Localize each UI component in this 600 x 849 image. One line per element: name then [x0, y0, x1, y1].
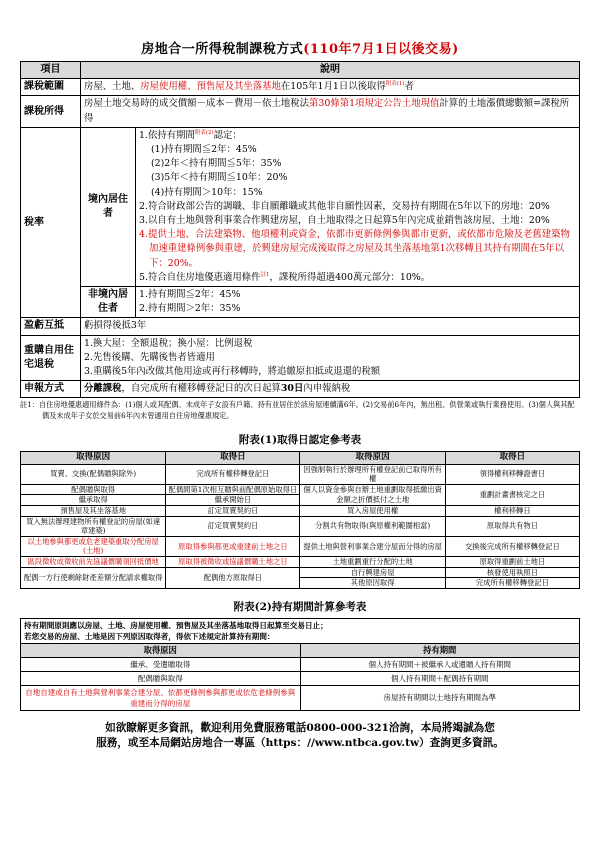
tax-method-table	[20, 61, 580, 398]
label-rebuy-refund: 重購自用住宅退稅	[21, 335, 81, 381]
rate-item-5: 5.符合自住房地優惠適用條件$^{註1}$，課稅所得超過400萬元部分：10%。	[139, 271, 431, 283]
table-cell: 原取得參與都更或重建前土地之日	[166, 536, 300, 556]
nonresident-item-2: 2.持有期間＞2年：35%	[139, 303, 241, 315]
rate-item-1-4: (4)持有期間＞10年：15%	[151, 186, 263, 198]
table-cell: 配偶他方原取得日	[166, 567, 300, 588]
holding-period-intro: 持有期間原則應以房屋、土地、房屋使用權、預售屋及其坐落基地取得日起算至交易日止； 若您交易的房屋、土地是因下列原因取得者，得依下述規定計算持有期間：	[21, 618, 580, 643]
label-filing: 申報方式	[21, 381, 81, 398]
label-tax-rate: 稅率	[21, 127, 81, 318]
att2-period-self-build: 房屋持有期間以土地持有期間為準	[300, 685, 580, 710]
table-row	[21, 484, 580, 495]
title-main: 房地合一所得稅制課稅方式	[141, 42, 304, 57]
att1-header-date-1: 取得日	[166, 452, 300, 465]
rate-item-4: 4.提供土地、合法建築物、他項權利或資金，依都市更新條例參與都市更新，或依都市危險及老舊建築物加速重建條例參與重建，於興建房屋完成後取得之房屋及其坐落基地第1次移轉且其持有期間在5年以下：20%。	[139, 229, 570, 269]
table-cell: 區段徵收或徵收前先協議價購領回抵價地	[21, 557, 166, 568]
title-date-range: (110年7月1日以後交易)	[303, 42, 459, 57]
page	[20, 38, 580, 751]
table-cell: 以土地參與都更或危老建築重取分配房屋(土地)	[21, 536, 166, 556]
table-row	[21, 536, 580, 556]
row-scope	[21, 79, 580, 96]
holding-period-table	[20, 618, 580, 711]
table-row	[21, 506, 580, 517]
table-cell: 買賣、交換(配偶贈與除外)	[21, 464, 166, 484]
table-row	[21, 516, 580, 536]
rate-item-1-3: (3)5年＜持有期間≦10年：20%	[151, 172, 288, 184]
att2-period-inherit: 個人持有期間＋被繼承人或遺贈人持有期間	[300, 657, 580, 671]
rebuy-item-1: 1.換大屋：全額退稅；換小屋：比例退稅	[84, 337, 253, 349]
table-cell: 土地重劃重行分配的土地	[300, 557, 445, 568]
footnote-1: 註1：自住房地優惠適用條件為：(1)個人或其配偶、未成年子女設有戶籍、持有並居住於該房屋連續滿6年。(2)交易前6年內，無出租、供營業或執行業務使用。(3)個人與其配偶及未成年子女於交易前6年內未曾適用自住房地優惠規定。	[20, 400, 575, 421]
table-cell: 買入房屋使用權	[300, 506, 445, 517]
footer-line-2: 服務，或至本局網站房地合一專區（https：//www.ntbca.gov.tw）查詢更多資訊。	[96, 736, 504, 749]
row-tax-rate-nonresident	[21, 287, 580, 318]
label-loss-offset: 盈虧互抵	[21, 318, 81, 335]
scope-text: 房屋、土地、房屋使用權、預售屋及其坐落基地在105年1月1日以後取得$^{附表(1)}$者	[81, 79, 580, 96]
table-row	[21, 557, 580, 568]
att1-header-reason-1: 取得原因	[21, 452, 166, 465]
rebuy-item-2: 2.先售後購、先購後售者皆適用	[84, 351, 215, 363]
rate-item-1: 1.依持有期間$^{附表(2)}$認定：	[139, 129, 242, 141]
row-loss-offset	[21, 318, 580, 335]
table-cell: 個人以資金參與自辦土地重劃取得抵繳出資金額之折價抵付之土地	[300, 484, 445, 505]
rate-item-3: 3.以自有土地與營利事業合作興建房屋，自土地取得之日起算5年內完成並銷售該房屋、土地：20%	[139, 215, 550, 227]
table-cell: 原取得共有物日	[445, 516, 579, 536]
table-cell: 其他原因取得	[300, 578, 445, 589]
table-cell: 重劃計畫書核定之日	[445, 484, 579, 505]
table-cell: 訂定買賣契約日	[166, 516, 300, 536]
attachment2-title: 附表(2)持有期間計算參考表	[233, 600, 367, 613]
table-cell: 買入無法辦理建物所有權登記的房屋(如違章建築)	[21, 516, 166, 536]
att2-header-reason: 取得原因	[21, 643, 301, 657]
rebuy-refund-list	[81, 335, 580, 381]
page-title	[20, 38, 580, 57]
table-row	[21, 671, 580, 685]
label-taxable-income: 課稅所得	[21, 96, 81, 127]
rate-item-1-2: (2)2年＜持有期間≦5年：35%	[151, 158, 282, 170]
rebuy-item-3: 3.重購後5年內改做其他用途或再行移轉時，將追繳原扣抵或退還的稅額	[84, 366, 381, 378]
table-cell: 分割共有物取得(與原權利範圍相當)	[300, 516, 445, 536]
table-cell: 自行興建房屋	[300, 567, 445, 578]
nonresident-rate-list	[136, 287, 580, 318]
table-cell: 訂定買賣契約日	[166, 506, 300, 517]
att2-reason-inherit: 繼承、受遺贈取得	[21, 657, 301, 671]
att1-header-reason-2: 取得原因	[300, 452, 445, 465]
table-cell: 完成所有權移轉登記日	[166, 464, 300, 484]
loss-offset-text: 虧損得後抵3年	[81, 318, 580, 335]
header-item: 項目	[21, 62, 81, 79]
table-row	[21, 567, 580, 578]
table-cell: 完成所有權移轉登記日	[445, 578, 579, 589]
table-cell: 繼承取得	[21, 495, 166, 506]
taxable-income-text: 房屋土地交易時的成交價額－成本－費用－依土地稅法第30條第1項規定公告土地現值計算的土地漲價總數額=課稅所得	[81, 96, 580, 127]
header-description: 說明	[81, 62, 580, 79]
table-cell: 配偶贈與取得	[21, 484, 166, 495]
attachment1-title: 附表(1)取得日認定參考表	[238, 434, 362, 447]
table-cell: 配偶間第1次相互贈與前配偶原始取得日	[166, 484, 300, 495]
table-row	[21, 657, 580, 671]
att2-period-spouse: 個人持有期間＋配偶持有期間	[300, 671, 580, 685]
table-cell: 權利移轉日	[445, 506, 579, 517]
table-cell: 提供土地與營利事業合建分屋而分得的房屋	[300, 536, 445, 556]
table-cell: 因強制執行於辦理所有權登記前已取得所有權	[300, 464, 445, 484]
row-rebuy-refund	[21, 335, 580, 381]
acquisition-date-table	[20, 451, 580, 589]
row-filing	[21, 381, 580, 398]
label-resident: 境內居住者	[81, 127, 136, 286]
nonresident-item-1: 1.持有期間≦2年：45%	[139, 289, 241, 301]
table-row	[21, 464, 580, 484]
table-cell: 原取得重劃前土地日	[445, 557, 579, 568]
rate-item-1-1: (1)持有期間≦2年：45%	[151, 144, 257, 156]
att2-header-period: 持有期間	[300, 643, 580, 657]
table-cell: 核發使用執照日	[445, 567, 579, 578]
table-row	[21, 685, 580, 710]
att2-reason-spouse: 配偶贈與取得	[21, 671, 301, 685]
att2-reason-self-build: 自地自建或自有土地與營利事業合建分屋、依都更條例參與都更或依危老條例參與重建而分得的房屋	[21, 685, 301, 710]
table-cell: 繼承開始日	[166, 495, 300, 506]
table-cell: 預售屋及其坐落基地	[21, 506, 166, 517]
resident-rate-list	[136, 127, 580, 286]
label-nonresident: 非境內居住者	[81, 287, 136, 318]
row-tax-rate-resident	[21, 127, 580, 286]
att1-header-date-2: 取得日	[445, 452, 579, 465]
table-cell: 原取得被徵收或協議價購土地之日	[166, 557, 300, 568]
contact-footer	[20, 721, 580, 751]
table-cell: 配偶一方行使剩餘財產差額分配請求權取得	[21, 567, 166, 588]
table-cell: 領得權利移轉證書日	[445, 464, 579, 484]
table-cell: 交換後完成所有權移轉登記日	[445, 536, 579, 556]
label-scope: 課稅範圍	[21, 79, 81, 96]
filing-text: 分離課稅，自完成所有權移轉登記日的次日起算30日內申報納稅	[81, 381, 580, 398]
rate-item-2: 2.符合財政部公告的調職、非自願離職或其他非自願性因素，交易持有期間在5年以下的房地：20%	[139, 200, 550, 212]
row-taxable-income	[21, 96, 580, 127]
footer-line-1: 如欲瞭解更多資訊，歡迎利用免費服務電話0800-000-321洽詢，本局將竭誠為您	[105, 721, 495, 734]
